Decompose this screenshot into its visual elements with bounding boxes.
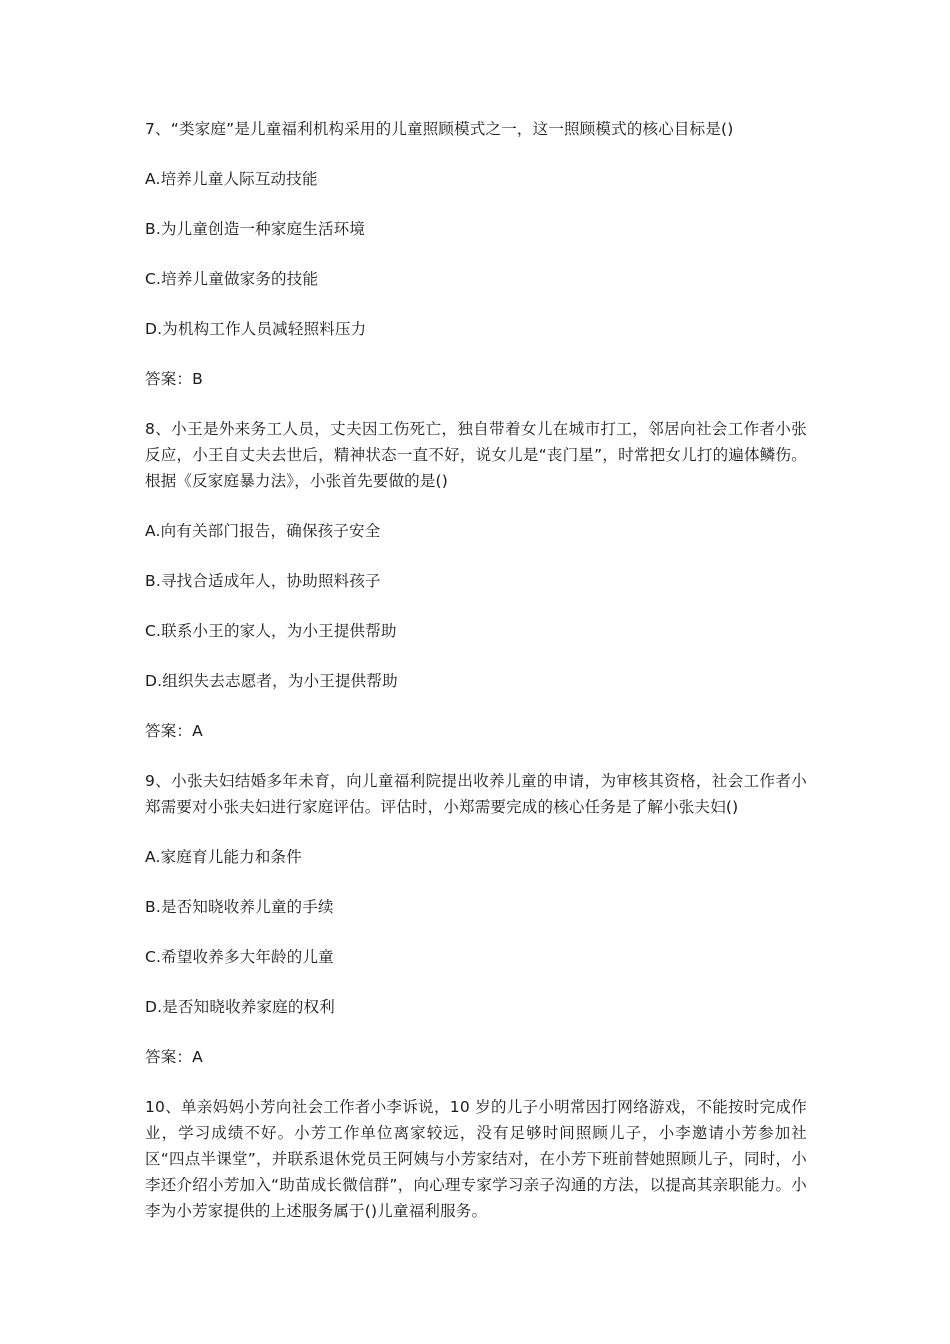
question-7-option-c: C.培养儿童做家务的技能 — [145, 270, 319, 288]
question-9-option-c: C.希望收养多大年龄的儿童 — [145, 948, 334, 966]
question-9-stem: 9、小张夫妇结婚多年未育，向儿童福利院提出收养儿童的申请，为审核其资格，社会工作者小郑需要对小张夫妇进行家庭评估。评估时，小郑需要完成的核心任务是了解小张夫妇() — [145, 772, 807, 816]
question-7-stem: 7、“类家庭”是儿童福利机构采用的儿童照顾模式之一，这一照顾模式的核心目标是() — [145, 120, 734, 138]
question-9-option-a: A.家庭育儿能力和条件 — [145, 848, 302, 866]
question-7-option-b: B.为儿童创造一种家庭生活环境 — [145, 220, 366, 238]
question-7-answer: 答案：B — [145, 370, 203, 388]
document-page — [145, 116, 807, 1224]
question-9-option-b: B.是否知晓收养儿童的手续 — [145, 898, 334, 916]
question-7-option-d: D.为机构工作人员减轻照料压力 — [145, 320, 367, 338]
question-8-option-a: A.向有关部门报告，确保孩子安全 — [145, 522, 381, 540]
question-10-stem: 10、单亲妈妈小芳向社会工作者小李诉说，10 岁的儿子小明常因打网络游戏，不能按时完成作业，学习成绩不好。小芳工作单位离家较远，没有足够时间照顾儿子，小李邀请小芳参加社区“四点半课堂”，并联系退休党员王阿姨与小芳家结对，在小芳下班前替她照顾儿子，同时，小李还介绍小芳加入“助苗成长微信群”，向心理专家学习亲子沟通的方法，以提高其亲职能力。小李为小芳家提供的上述服务属于()儿童福利服务。 — [145, 1098, 807, 1220]
question-8-option-d: D.组织失去志愿者，为小王提供帮助 — [145, 672, 398, 690]
question-9-option-d: D.是否知晓收养家庭的权利 — [145, 998, 335, 1016]
question-8-option-b: B.寻找合适成年人，协助照料孩子 — [145, 572, 381, 590]
question-9-answer: 答案：A — [145, 1048, 203, 1066]
question-8-stem: 8、小王是外来务工人员，丈夫因工伤死亡，独自带着女儿在城市打工，邻居向社会工作者小张反应，小王自丈夫去世后，精神状态一直不好，说女儿是“丧门星”，时常把女儿打的遍体鳞伤。根据《反家庭暴力法》，小张首先要做的是() — [145, 420, 807, 490]
question-8-answer: 答案：A — [145, 722, 203, 740]
question-7-option-a: A.培养儿童人际互动技能 — [145, 170, 318, 188]
question-8-option-c: C.联系小王的家人，为小王提供帮助 — [145, 622, 397, 640]
